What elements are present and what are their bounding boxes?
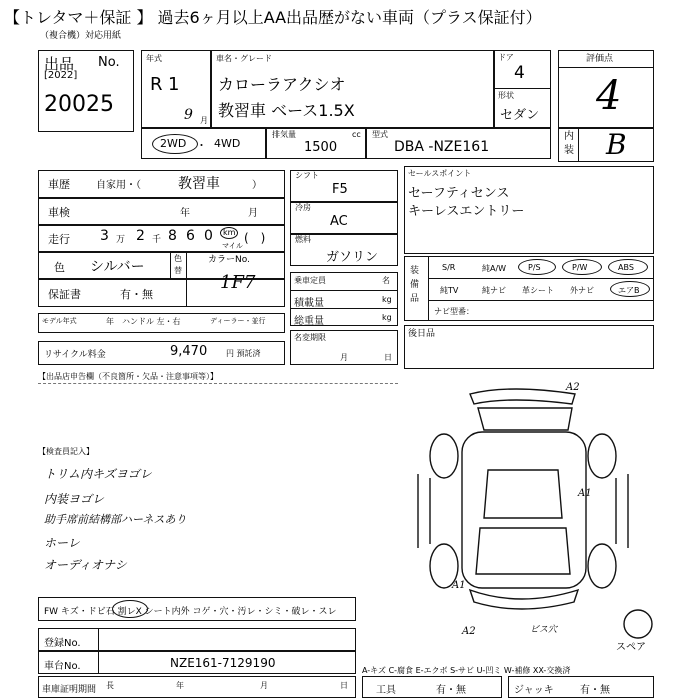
cert-item-2: 年 xyxy=(176,681,184,690)
warranty-value: 有・無 xyxy=(120,288,153,301)
inspector-line-2: 内装ヨゴレ xyxy=(44,492,105,506)
model-code-label: 型式 xyxy=(372,130,388,139)
notes-label: 後日品 xyxy=(408,329,436,339)
fw-text: FW キズ・ドビ石 割レX シート内外 コゲ・穴・汚レ・シミ・破レ・スレ xyxy=(44,607,337,617)
interior-label-2: 装 xyxy=(564,145,574,156)
diagram-hood xyxy=(476,528,570,574)
recycle-value: 9,470 xyxy=(170,344,208,359)
lot-number: 20025 xyxy=(44,92,114,117)
year-value: 1 xyxy=(168,74,180,95)
mark-3: A1 xyxy=(452,580,466,591)
diagram-spare-tire xyxy=(624,610,652,638)
inspector-line-1: トリム内キズヨゴレ xyxy=(44,467,152,481)
diagram-right-side xyxy=(616,474,628,548)
history-label: 車歴 xyxy=(48,178,70,191)
mark-5: ビス穴 xyxy=(530,625,558,635)
registration-row xyxy=(38,628,356,651)
mileage-d2: 万 xyxy=(116,235,126,245)
equip-pw: P/W xyxy=(572,263,588,272)
cert-item-1: 長 xyxy=(106,681,114,690)
registration-label: 登録No. xyxy=(44,638,81,649)
year-era: R xyxy=(150,74,163,95)
color-change-2: 替 xyxy=(174,266,182,275)
diagram-right-rear-wheel xyxy=(588,434,616,478)
cert-item-4: 日 xyxy=(340,681,348,690)
cert-label: 車庫証明期間 xyxy=(42,685,97,695)
history-value: 教習車 xyxy=(178,176,220,192)
aircon-value: AC xyxy=(330,214,348,229)
mark-2: A1 xyxy=(578,488,592,499)
diagram-trunk xyxy=(478,408,572,430)
equip-ext-nav: 外ナビ xyxy=(570,286,594,295)
shape-label: 形状 xyxy=(498,91,514,100)
shift-label: シフト xyxy=(295,171,319,180)
model-row-handle: ハンドル 左・右 xyxy=(122,317,181,326)
chassis-label: 車台No. xyxy=(44,661,81,672)
mileage-d3: 2 xyxy=(136,228,145,244)
inspection-year: 年 xyxy=(180,208,190,219)
gross-label: 総重量 xyxy=(294,316,324,327)
diagram-right-front-wheel xyxy=(588,544,616,588)
year-label: 年式 xyxy=(146,54,162,63)
jack-label: ジャッキ xyxy=(514,685,554,696)
notes-box xyxy=(404,325,654,369)
model-row-year: 年 xyxy=(106,317,114,326)
displacement-value: 1500 xyxy=(304,140,338,155)
displacement-unit: cc xyxy=(352,130,361,139)
equip-aw: 純A/W xyxy=(482,264,507,273)
inspection-month: 月 xyxy=(248,208,258,219)
change-date-day: 日 xyxy=(384,353,392,362)
color-value: シルバー xyxy=(90,259,145,275)
displacement-label: 排気量 xyxy=(272,130,296,139)
mileage-d4: 千 xyxy=(152,235,162,245)
history-text: 自家用・（ xyxy=(96,180,141,191)
car-damage-diagram xyxy=(400,378,700,650)
equip-nav: 純ナビ xyxy=(482,286,506,295)
capacity-label: 乗車定員 xyxy=(294,276,326,285)
mark-4: A2 xyxy=(462,626,476,637)
inspector-line-5: オーディオナシ xyxy=(44,558,127,572)
mileage-unit-mile: マイル xyxy=(222,242,243,250)
banner-text: 【トレタマ＋保証 】 過去6ヶ月以上AA出品歴がない車両（プラス保証付） xyxy=(4,8,542,27)
mileage-label: 走行 xyxy=(48,233,70,246)
sales-points-label: セールスポイント xyxy=(408,169,472,178)
diagram-rear-bumper xyxy=(470,389,575,404)
car-name: カローラアクシオ xyxy=(218,75,346,94)
mileage-unit-km: km xyxy=(223,228,236,237)
year-month: 9 xyxy=(184,107,193,123)
lot-label: 出品 xyxy=(44,55,75,73)
door-value: 4 xyxy=(514,63,525,83)
diagram-roof xyxy=(484,470,562,518)
chassis-value: NZE161-7129190 xyxy=(170,656,276,670)
diagram-left-rear-wheel xyxy=(430,434,458,478)
inspector-line-4: ホーレ xyxy=(44,536,80,550)
drive-opt1: 2WD xyxy=(160,137,187,150)
shift-value: F5 xyxy=(332,182,348,197)
load-label: 積載量 xyxy=(294,298,324,309)
car-grade: 教習車 ベース1.5X xyxy=(218,101,355,120)
fuel-label: 燃料 xyxy=(295,235,311,244)
drive-opt2: 4WD xyxy=(214,137,241,150)
year-month-unit: 月 xyxy=(200,116,208,125)
change-date-month: 月 xyxy=(340,353,348,362)
history-close: ） xyxy=(252,180,262,191)
equipment-label: 装備品 xyxy=(410,266,420,304)
lot-year-tag: [2022] xyxy=(44,70,78,81)
interior-label-1: 内 xyxy=(564,131,574,142)
warranty-label: 保証書 xyxy=(48,288,81,301)
sales-points-line1: セーフティセンス xyxy=(408,186,510,201)
car-name-label: 車名・グレード xyxy=(216,54,272,63)
inspection-label: 車検 xyxy=(48,206,70,219)
tools-label: 工具 xyxy=(376,685,396,696)
history-row xyxy=(38,170,285,198)
mileage-d6: 6 xyxy=(186,228,195,244)
legend: A-キズ C-腐食 E-エクボ S-サビ U-凹ミ W-補修 XX-交換済 xyxy=(362,666,571,675)
equip-sr: S/R xyxy=(442,263,456,272)
load-unit: kg xyxy=(382,295,392,304)
mark-1: A2 xyxy=(566,382,580,393)
color-no-label: カラーNo. xyxy=(208,255,250,265)
equip-leather: 革シート xyxy=(522,286,554,295)
score-label: 評価点 xyxy=(586,54,614,64)
diagram-front-bumper xyxy=(470,590,578,609)
spare-label: スペア xyxy=(616,642,646,653)
score-value: 4 xyxy=(596,73,622,119)
color-no-value: 1F7 xyxy=(220,272,256,293)
diagram-body xyxy=(462,432,586,588)
mileage-paren: ( ) xyxy=(244,231,266,245)
mileage-d7: 0 xyxy=(204,228,213,244)
door-label: ドア xyxy=(498,53,514,62)
recycle-unit: 円 預託済 xyxy=(226,349,261,358)
model-row-dealer: ディーラー・並行 xyxy=(210,317,266,325)
fuel-value: ガソリン xyxy=(326,250,379,265)
equip-ps: P/S xyxy=(528,263,541,272)
equip-tv: 純TV xyxy=(440,286,459,295)
change-date-label: 名変期限 xyxy=(294,333,326,342)
tools-value: 有・無 xyxy=(436,685,466,696)
shape-value: セダン xyxy=(500,108,540,123)
color-change-1: 色 xyxy=(174,254,182,263)
recycle-label: リサイクル料金 xyxy=(44,350,106,360)
drive-dot: ・ xyxy=(196,139,207,152)
subhead: （複合機）対応用紙 xyxy=(40,31,122,41)
lot-no-label: No. xyxy=(98,55,120,70)
mileage-d5: 8 xyxy=(168,228,177,244)
model-code-value: DBA -NZE161 xyxy=(394,139,490,155)
inspector-line-3: 助手席前結構部ハーネスあり xyxy=(44,513,187,526)
interior-value: B xyxy=(606,128,627,161)
gross-unit: kg xyxy=(382,313,392,322)
inspector-label: 【検査員記入】 xyxy=(38,447,94,456)
color-label: 色 xyxy=(54,261,65,274)
model-row-label: モデル年式 xyxy=(42,317,77,325)
cert-item-3: 月 xyxy=(260,681,268,690)
equip-abs: ABS xyxy=(618,263,634,272)
seller-notes-label: 【出品店申告欄（不良箇所・欠品・注意事項等）】 xyxy=(38,372,218,381)
mileage-d1: 3 xyxy=(100,228,109,244)
diagram-left-side xyxy=(418,474,430,548)
equip-airbag: エアB xyxy=(618,286,640,295)
equip-nav-model: ナビ型番： xyxy=(434,307,474,316)
jack-value: 有・無 xyxy=(580,685,610,696)
sales-points-line2: キーレスエントリー xyxy=(408,204,525,219)
capacity-unit: 名 xyxy=(382,276,390,285)
aircon-label: 冷房 xyxy=(295,203,311,212)
